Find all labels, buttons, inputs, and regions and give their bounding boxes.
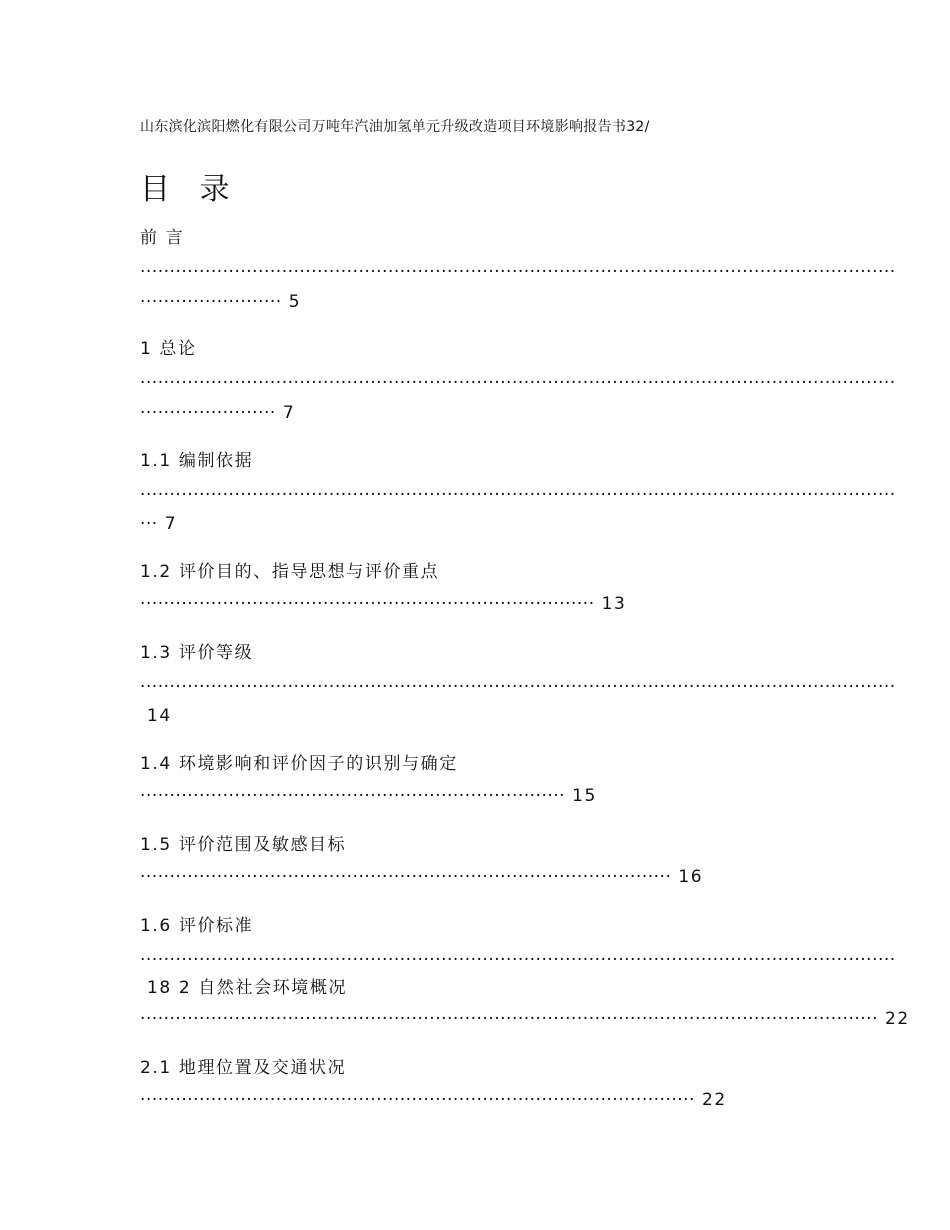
- toc-entry-dots-page[interactable]: [140, 1009, 910, 1029]
- toc-dot-leader: ·············································································: [140, 594, 595, 614]
- document-header: 山东滨化滨阳燃化有限公司万吨年汽油加氢单元升级改造项目环境影响报告书32/: [140, 119, 650, 135]
- toc-entry-title[interactable]: 2.1 地理位置及交通状况: [140, 1058, 347, 1078]
- toc-page-number: 16: [678, 867, 704, 887]
- toc-page-number: 5: [288, 292, 302, 312]
- toc-dot-leader: ········································································: [140, 786, 566, 806]
- toc-page-number: 7: [164, 514, 178, 534]
- toc-entry-dots-page[interactable]: [140, 1090, 727, 1110]
- toc-title: 目 录: [140, 172, 240, 207]
- toc-dot-leader: ···: [140, 514, 158, 534]
- toc-dot-leader: ······························································································: [140, 1090, 695, 1110]
- toc-entry-title[interactable]: 1.4 环境影响和评价因子的识别与确定: [140, 754, 458, 774]
- toc-entry-title[interactable]: 1.3 评价等级: [140, 643, 254, 663]
- toc-entry-dots-page[interactable]: [140, 292, 301, 312]
- toc-entry-title[interactable]: 1.1 编制依据: [140, 451, 254, 471]
- toc-dot-leader: ································································································································: [140, 677, 896, 697]
- toc-page-number: 14: [147, 706, 172, 726]
- toc-entry-dots-page[interactable]: [140, 594, 626, 614]
- toc-entry-dots-page[interactable]: [140, 514, 177, 534]
- toc-entry-title[interactable]: 前 言: [140, 228, 185, 248]
- toc-page-number: 22: [885, 1009, 910, 1029]
- toc-dot-leader: ································································································································: [140, 950, 896, 970]
- toc-entry-dots-page[interactable]: [140, 786, 597, 806]
- toc-dot-leader: ··························································································: [140, 867, 672, 887]
- toc-entry-title[interactable]: 1.5 评价范围及敏感目标: [140, 835, 347, 855]
- toc-entry-dots-page[interactable]: [140, 403, 295, 423]
- toc-dot-leader: ·····························································································································: [140, 1009, 878, 1029]
- toc-page-number: 15: [572, 786, 597, 806]
- toc-entry-title[interactable]: 1 总论: [140, 339, 197, 359]
- toc-entry-dots-page[interactable]: [140, 978, 347, 998]
- toc-dot-leader: ································································································································: [140, 485, 896, 505]
- toc-dot-leader: ·······················: [140, 403, 276, 423]
- toc-entry-dots-page[interactable]: [140, 867, 703, 887]
- toc-page-number: 18: [147, 978, 172, 998]
- toc-entry-dots-page[interactable]: [140, 706, 172, 726]
- toc-page-number: 13: [601, 594, 627, 614]
- toc-entry-title[interactable]: 1.2 评价目的、指导思想与评价重点: [140, 562, 440, 582]
- toc-dot-leader: ························: [140, 292, 282, 312]
- toc-dot-leader: ································································································································: [140, 262, 896, 282]
- toc-page-number: 22: [701, 1090, 727, 1110]
- toc-entry-title[interactable]: 1.6 评价标准: [140, 916, 254, 936]
- toc-page-number: 7: [282, 403, 296, 423]
- toc-dot-leader: ································································································································: [140, 373, 896, 393]
- toc-entry-title[interactable]: 2 自然社会环境概况: [178, 978, 348, 998]
